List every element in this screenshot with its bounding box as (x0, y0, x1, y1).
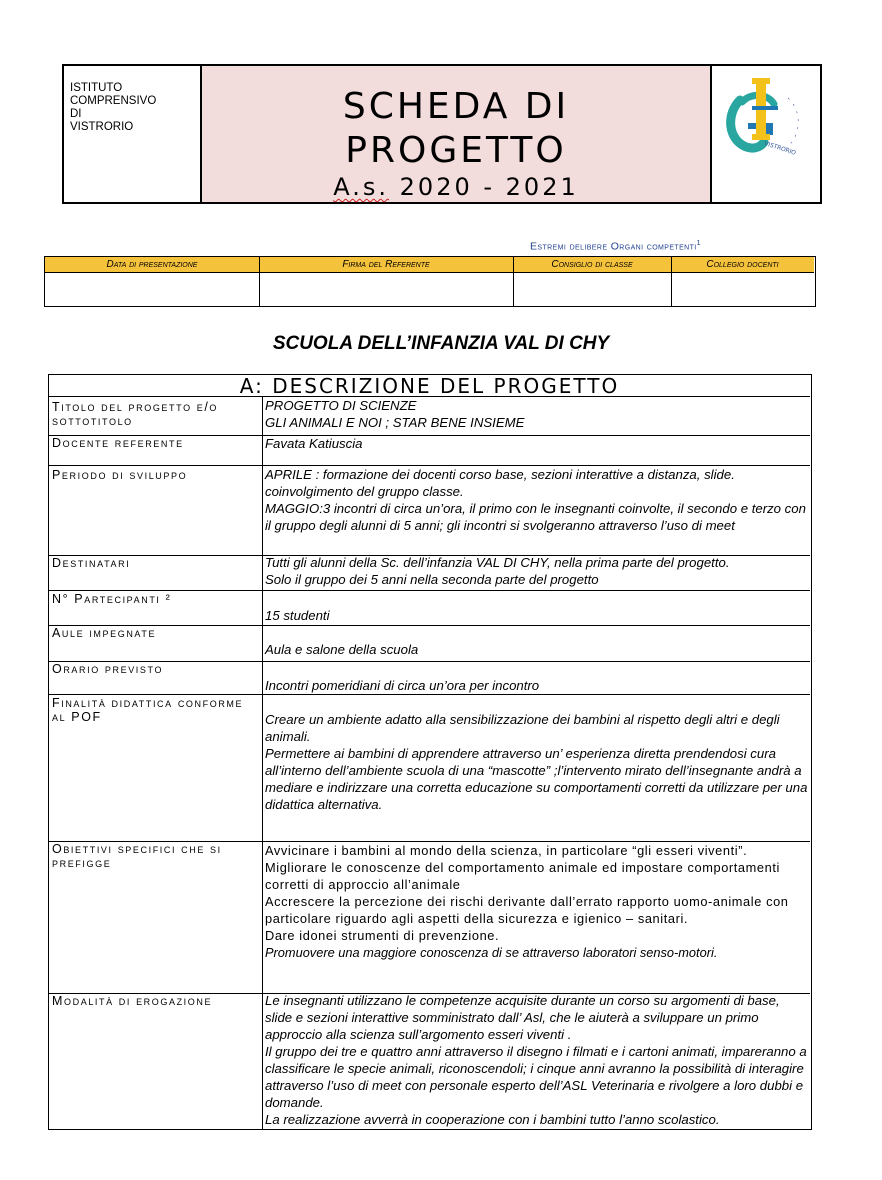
value-line: Migliorare le conoscenze del comportamento animale ed impostare comportamenti corretti di approccio all’animale (265, 860, 780, 892)
value-line: Dare idonei strumenti di prevenzione. (265, 928, 500, 943)
row-label-participants: N° Partecipanti ² (52, 592, 172, 606)
row-value-recipients (265, 554, 809, 588)
vistrorio-logo-icon (712, 66, 820, 202)
document-title (202, 66, 712, 202)
row-value-purpose (265, 711, 809, 813)
value-line: Creare un ambiente adatto alla sensibilizzazione dei bambini al rispetto degli altri e degli animali. (265, 712, 780, 744)
delibere-table (44, 256, 816, 307)
row-value-delivery (265, 992, 809, 1128)
value-line: Accrescere la percezione dei rischi derivante dall’errato rapporto uomo-animale con particolare riguardo agli aspetti della sicurezza e igienico – sanitari. (265, 894, 789, 926)
column-header: Data di presentazione (45, 257, 259, 273)
value-line: MAGGIO:3 incontri di circa un’ora, il primo con le insegnanti coinvolte, il secondo e terzo con il gruppo degli alunni di 5 anni; gli incontri si svolgeranno attraverso l’uso di meet (265, 501, 806, 533)
row-value-rooms (265, 641, 809, 658)
institute-name (64, 66, 202, 202)
row-label-purpose: Finalità didattica conforme al POF (52, 696, 244, 724)
header-table (62, 64, 822, 204)
row-divider (49, 694, 810, 695)
column-divider (259, 257, 260, 306)
school-name: SCUOLA DELL’INFANZIA VAL DI CHY (272, 333, 610, 354)
school-year-value: 2020 - 2021 (399, 173, 579, 201)
value-line: 15 studenti (265, 608, 330, 623)
value-line: Promuovere una maggiore conoscenza di se attraverso laboratori senso-motori. (265, 945, 718, 960)
value-line: GLI ANIMALI E NOI ; STAR BENE INSIEME (265, 415, 525, 430)
row-label-schedule: Orario previsto (52, 662, 164, 676)
column-divider (671, 257, 672, 306)
column-header: Firma del Referente (259, 257, 513, 273)
row-label-rooms: Aule impegnate (52, 626, 157, 640)
footnote-marker: 1 (696, 240, 701, 247)
school-logo (712, 66, 820, 202)
value-line: Incontri pomeridiani di circa un’ora per incontro (265, 678, 540, 693)
row-label-teacher: Docente referente (52, 436, 184, 450)
value-line: APRILE : formazione dei docenti corso base, sezioni interattive a distanza, slide. coinvolgimento del gruppo classe. (265, 467, 735, 499)
delibere-caption (530, 240, 820, 253)
title-line-1: SCHEDA DI (342, 86, 570, 127)
row-label-title: Titolo del progetto e/o sottotitolo (52, 400, 219, 428)
value-line: PROGETTO DI SCIENZE (265, 398, 417, 413)
row-value-objectives (265, 842, 809, 961)
row-value-title (265, 397, 809, 431)
title-line-2: PROGETTO (345, 130, 567, 171)
column-divider (513, 257, 514, 306)
value-line: Avvicinare i bambini al mondo della scienza, in particolare “gli esseri viventi”. (265, 843, 748, 858)
delibere-caption-text: Estremi delibere Organi competenti (530, 240, 697, 253)
institute-line: COMPRENSIVO (70, 95, 157, 107)
value-line: La realizzazione avverrà in cooperazione con i bambini tutto l’anno scolastico. (265, 1112, 720, 1127)
institute-line: VISTRORIO (70, 121, 134, 133)
project-description-table (48, 374, 812, 1130)
section-title: A: DESCRIZIONE DEL PROGETTO (49, 375, 810, 397)
row-value-participants (265, 607, 809, 624)
row-label-period: Periodo di sviluppo (52, 468, 188, 482)
value-line: Permettere ai bambini di apprendere attraverso un’ esperienza diretta prendendosi cura all’interno dell’ambiente scuola di una “mascotte” ;l’intervento mirato dell’insegnante andrà a mediare e indirizzare una corretta educazione su comportamenti corretti da utilizzare per una didattica alternativa. (265, 746, 808, 812)
row-label-recipients: Destinatari (52, 556, 131, 570)
value-line: Aula e salone della scuola (265, 642, 419, 657)
school-year-label: A.s. (333, 173, 390, 201)
row-label-objectives: Obiettivi specifici che si prefigge (52, 842, 222, 870)
row-value-period (265, 466, 809, 534)
institute-line: ISTITUTO (70, 82, 123, 94)
value-line: Favata Katiuscia (265, 436, 363, 451)
row-label-delivery: Modalità di erogazione (52, 994, 213, 1008)
institute-line: DI (70, 108, 82, 120)
value-line: Tutti gli alunni della Sc. dell’infanzia VAL DI CHY, nella prima parte del progetto. (265, 555, 730, 570)
column-divider (262, 397, 263, 1129)
value-line: Il gruppo dei tre e quattro anni attraverso il disegno i filmati e i cartoni animati, impareranno a classificare le specie animali, riconoscendoli; i cinque anni avranno la possibilità di interagire attraverso l’uso di meet con personale esperto dell’ASL Veterinaria e rivolgere a loro dubbi e domande. (265, 1044, 807, 1110)
row-value-schedule (265, 677, 809, 694)
column-header: Consiglio di classe (513, 257, 671, 273)
value-line: Le insegnanti utilizzano le competenze acquisite durante un corso su argomenti di base, slide e sezioni interattive somministrato dall’ Asl, che le aiuterà a sviluppare un primo approccio alla scienza sull’argomento esseri viventi . (265, 993, 780, 1042)
school-year (202, 174, 710, 200)
row-divider (49, 590, 810, 591)
logo-text-label: VISTRORIO (763, 140, 797, 157)
value-line: Solo il gruppo dei 5 anni nella seconda parte del progetto (265, 572, 599, 587)
row-value-teacher (265, 435, 809, 452)
column-header: Collegio docenti (671, 257, 814, 273)
